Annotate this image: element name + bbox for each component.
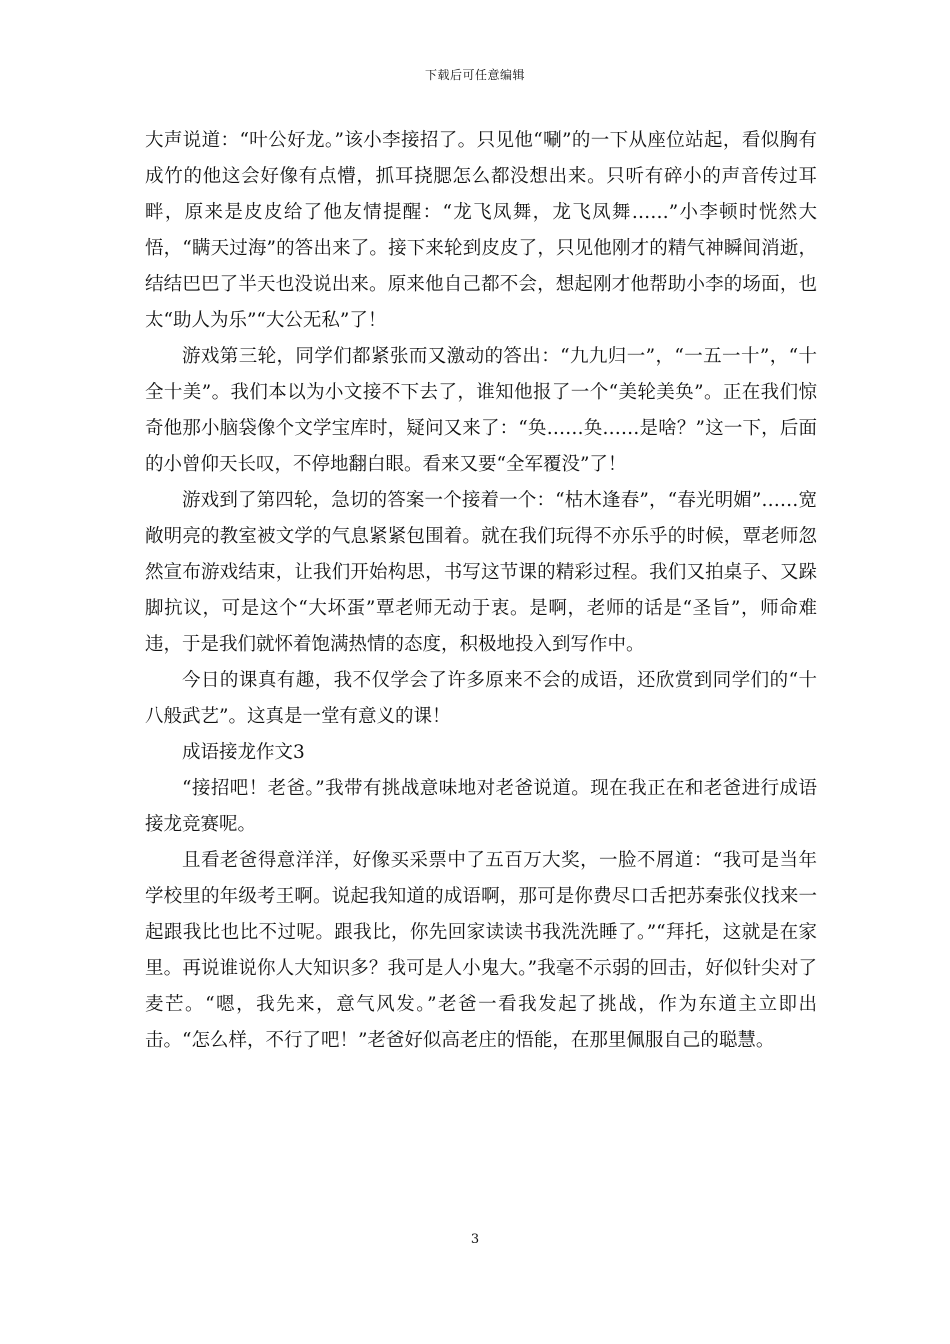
paragraph-4: 今日的课真有趣，我不仅学会了许多原来不会的成语，还欣赏到同学们的“十八般武艺”。这真是一堂有意义的课！ xyxy=(145,670,817,727)
page-header: 下载后可任意编辑 xyxy=(424,68,525,82)
paragraph-3: 游戏到了第四轮，急切的答案一个接着一个：“枯木逢春”，“春光明媚”……宽敞明亮的教室被文学的气息紧紧包围着。就在我们玩得不亦乐乎的时候，覃老师忽然宣布游戏结束，让我们开始构思，书写这节课的精彩过程。我们又拍桌子、又跺脚抗议，可是这个“大坏蛋”覃老师无动于衷。是啊，老师的话是“圣旨”，师命难违，于是我们就怀着饱满热情的态度，积极地投入到写作中。 xyxy=(145,490,817,655)
document-body xyxy=(145,123,817,1059)
section-heading: 成语接龙作文3 xyxy=(182,742,305,763)
page-number: 3 xyxy=(470,1232,480,1247)
paragraph-5: “接招吧！老爸。”我带有挑战意味地对老爸说道。现在我正在和老爸进行成语接龙竞赛呢。 xyxy=(145,778,817,835)
paragraph-6: 且看老爸得意洋洋，好像买采票中了五百万大奖，一脸不屑道：“我可是当年学校里的年级考王啊。说起我知道的成语啊，那可是你费尽口舌把苏秦张仪找来一起跟我比也比不过呢。跟我比，你先回家读读书我洗洗睡了。”“拜托，这就是在家里。再说谁说你人大知识多？我可是人小鬼大。”我毫不示弱的回击，好似针尖对了麦芒。“嗯，我先来，意气风发。”老爸一看我发起了挑战，作为东道主立即出击。“怎么样，不行了吧！”老爸好似高老庄的悟能，在那里佩服自己的聪慧。 xyxy=(145,850,817,1051)
paragraph-2: 游戏第三轮，同学们都紧张而又激动的答出：“九九归一”，“一五一十”，“十全十美”。我们本以为小文接不下去了，谁知他报了一个“美轮美奂”。正在我们惊奇他那小脑袋像个文学宝库时，疑问又来了：“奂……奂……是啥？”这一下，后面的小曾仰天长叹，不停地翻白眼。看来又要“全军覆没”了！ xyxy=(145,346,817,475)
paragraph-1: 大声说道：“叶公好龙。”该小李接招了。只见他“唰”的一下从座位站起，看似胸有成竹的他这会好像有点懵，抓耳挠腮怎么都没想出来。只听有碎小的声音传过耳畔，原来是皮皮给了他友情提醒：“龙飞凤舞，龙飞凤舞……”小李顿时恍然大悟，“瞒天过海”的答出来了。接下来轮到皮皮了，只见他刚才的精气神瞬间消逝，结结巴巴了半天也没说出来。原来他自己都不会，想起刚才他帮助小李的场面，也太“助人为乐”“大公无私”了！ xyxy=(145,130,817,331)
